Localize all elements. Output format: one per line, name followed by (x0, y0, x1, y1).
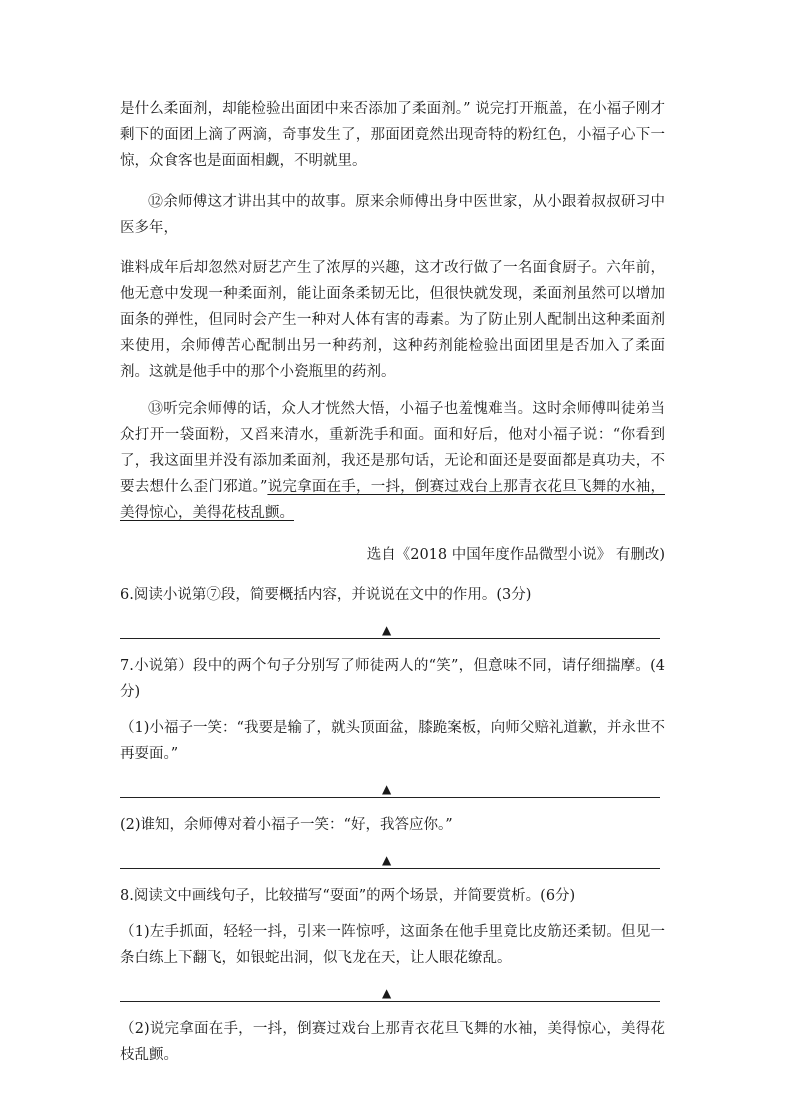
question-7: 7.小说第）段中的两个句子分别写了师徒两人的“笑”，但意味不同，请仔细揣摩。(4分) (120, 658, 665, 700)
story-paragraph-13 (120, 395, 665, 526)
paragraph-13-text: 听完余师傅的话，众人才恍然大悟，小福子也羞愧难当。这时余师傅叫徒弟当众打开一袋面粉，又舀来清水，重新洗手和面。面和好后，他对小福子说：“你看到了，我这面里并没有添加柔面剂，我还是那句话，无论和面还是耍面都是真功夫，不要去想什么歪门邪道。” (120, 401, 665, 495)
underlined-sentence: 说完拿面在手，一抖，倒赛过戏台上那青衣花旦飞舞的水袖，美得惊心，美得花枝乱颤。 (120, 479, 665, 521)
question-8-part-2: （2)说完拿面在手，一抖，倒赛过戏台上那青衣花旦飞舞的水袖，美得惊心，美得花枝乱颤。 (120, 1021, 665, 1063)
answer-line-8-1[interactable] (120, 977, 660, 1002)
paragraph-12-text: 余师傅这才讲出其中的故事。原来余师傅出身中医世家，从小跟着叔叔研习中医多年， (120, 194, 665, 236)
answer-marker-icon: ▲ (382, 986, 392, 1000)
answer-marker-icon: ▲ (382, 782, 392, 796)
answer-marker-icon: ▲ (382, 853, 392, 867)
story-paragraph-12 (120, 188, 665, 241)
exam-page (120, 96, 665, 1068)
question-7-part-2: (2)谁知，余师傅对着小福子一笑：“好，我答应你。” (120, 817, 453, 833)
question-6: 6.阅读小说第⑦段，简要概括内容，并说说在文中的作用。(3分) (120, 587, 532, 603)
answer-line-7-1[interactable] (120, 773, 660, 798)
answer-line-7-2[interactable] (120, 844, 660, 869)
question-8: 8.阅读文中画线句子，比较描写“耍面”的两个场景，并简要赏析。(6分) (120, 888, 576, 904)
story-paragraph-continued: 是什么柔面剂，却能检验出面团中来否添加了柔面剂。” 说完打开瓶盖，在小福子刚才剩下的面团上滴了两滴，奇事发生了，那面团竟然出现奇特的粉红色，小福子心下一惊，众食客也是面面相觑，不明就里。 (120, 101, 665, 169)
story-paragraph-12-continued: 谁料成年后却忽然对厨艺产生了浓厚的兴趣，这才改行做了一名面食厨子。六年前，他无意中发现一种柔面剂，能让面条柔韧无比，但很快就发现，柔面剂虽然可以增加面条的弹性，但同时会产生一种对人体有害的毒素。为了防止别人配制出这种柔面剂来使用，余师傅苦心配制出另一种药剂，这种药剂能检验出面团里是否加入了柔面剂。这就是他手中的那个小瓷瓶里的药剂。 (120, 260, 665, 380)
answer-line-6[interactable] (120, 614, 660, 639)
paragraph-number-13: ⑬ (148, 399, 164, 417)
question-7-part-1: （1)小福子一笑：“我要是输了，就头顶面盆，膝跪案板，向师父赔礼道歉，并永世不再耍面。” (120, 720, 665, 762)
source-citation: 选自《2018 中国年度作品微型小说》 有删改) (366, 547, 665, 563)
answer-marker-icon: ▲ (382, 623, 392, 637)
question-8-part-1: （1)左手抓面，轻轻一抖，引来一阵惊呼，这面条在他手里竟比皮筋还柔韧。但见一条白练上下翻飞，如银蛇出洞，似飞龙在天，让人眼花缭乱。 (120, 924, 665, 966)
paragraph-number-12: ⑫ (148, 192, 164, 210)
